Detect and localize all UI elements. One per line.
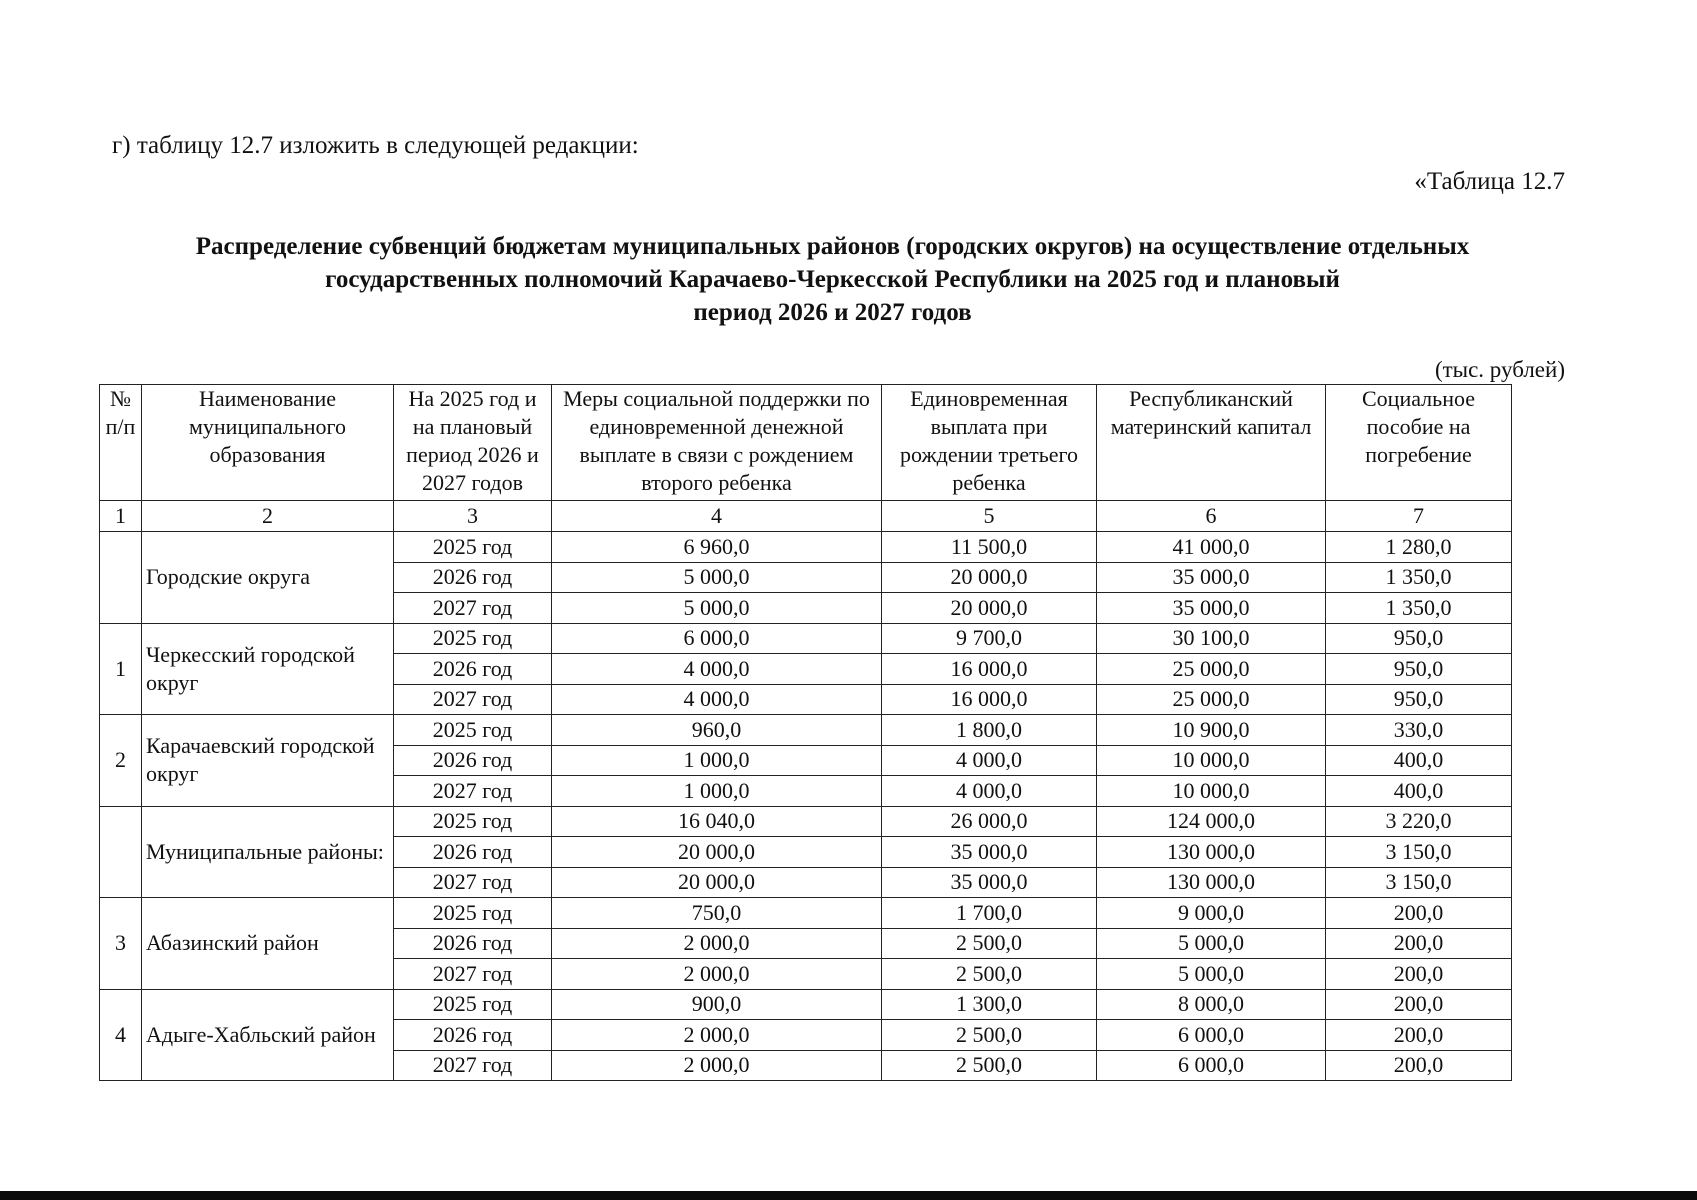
value-cell: 4 000,0 (552, 684, 882, 715)
value-cell: 6 000,0 (552, 623, 882, 654)
table-row (100, 715, 1512, 746)
value-cell: 2 000,0 (552, 928, 882, 959)
header-maternity-capital: Республиканский материнский капитал (1097, 385, 1326, 501)
value-cell: 960,0 (552, 715, 882, 746)
value-cell: 1 000,0 (552, 776, 882, 807)
value-cell: 16 000,0 (882, 654, 1097, 685)
year-cell: 2026 год (394, 1020, 552, 1051)
value-cell: 5 000,0 (552, 593, 882, 624)
value-cell: 3 150,0 (1326, 867, 1512, 898)
value-cell: 130 000,0 (1097, 837, 1326, 868)
value-cell: 1 000,0 (552, 745, 882, 776)
row-number: 1 (100, 623, 142, 715)
value-cell: 4 000,0 (882, 776, 1097, 807)
value-cell: 25 000,0 (1097, 684, 1326, 715)
table-row (100, 532, 1512, 563)
value-cell: 130 000,0 (1097, 867, 1326, 898)
value-cell: 2 500,0 (882, 928, 1097, 959)
table-row (100, 989, 1512, 1020)
value-cell: 10 900,0 (1097, 715, 1326, 746)
value-cell: 35 000,0 (1097, 562, 1326, 593)
value-cell: 2 500,0 (882, 1050, 1097, 1081)
value-cell: 16 040,0 (552, 806, 882, 837)
row-number (100, 806, 142, 898)
column-number: 6 (1097, 501, 1326, 532)
value-cell: 1 350,0 (1326, 593, 1512, 624)
year-cell: 2025 год (394, 532, 552, 563)
year-cell: 2026 год (394, 837, 552, 868)
value-cell: 2 500,0 (882, 959, 1097, 990)
row-number: 4 (100, 989, 142, 1081)
municipality-name: Черкесский городской округ (142, 623, 394, 715)
value-cell: 1 280,0 (1326, 532, 1512, 563)
column-number: 1 (100, 501, 142, 532)
table-body (100, 532, 1512, 1081)
column-number: 4 (552, 501, 882, 532)
value-cell: 5 000,0 (1097, 959, 1326, 990)
value-cell: 3 150,0 (1326, 837, 1512, 868)
year-cell: 2027 год (394, 684, 552, 715)
header-second-child: Меры социальной поддержки по единовременной денежной выплате в связи с рождением второго ребенка (552, 385, 882, 501)
value-cell: 900,0 (552, 989, 882, 1020)
municipality-name: Абазинский район (142, 898, 394, 990)
value-cell: 6 000,0 (1097, 1050, 1326, 1081)
value-cell: 200,0 (1326, 898, 1512, 929)
year-cell: 2027 год (394, 959, 552, 990)
document-title (100, 230, 1565, 329)
header-period: На 2025 год и на плановый период 2026 и 2027 годов (394, 385, 552, 501)
value-cell: 11 500,0 (882, 532, 1097, 563)
value-cell: 3 220,0 (1326, 806, 1512, 837)
value-cell: 2 000,0 (552, 959, 882, 990)
municipality-name: Муниципальные районы: (142, 806, 394, 898)
value-cell: 200,0 (1326, 959, 1512, 990)
subvention-table (99, 384, 1512, 1081)
value-cell: 1 700,0 (882, 898, 1097, 929)
header-num: № п/п (100, 385, 142, 501)
value-cell: 6 960,0 (552, 532, 882, 563)
value-cell: 20 000,0 (882, 562, 1097, 593)
value-cell: 10 000,0 (1097, 745, 1326, 776)
year-cell: 2027 год (394, 593, 552, 624)
value-cell: 330,0 (1326, 715, 1512, 746)
value-cell: 10 000,0 (1097, 776, 1326, 807)
value-cell: 16 000,0 (882, 684, 1097, 715)
value-cell: 30 100,0 (1097, 623, 1326, 654)
table-row (100, 623, 1512, 654)
title-line: Распределение субвенций бюджетам муниципальных районов (городских округов) на осуществление отдельных (195, 233, 1470, 260)
value-cell: 26 000,0 (882, 806, 1097, 837)
value-cell: 5 000,0 (552, 562, 882, 593)
header-name: Наименование муниципального образования (142, 385, 394, 501)
row-number (100, 532, 142, 624)
column-number: 5 (882, 501, 1097, 532)
value-cell: 950,0 (1326, 654, 1512, 685)
year-cell: 2025 год (394, 715, 552, 746)
year-cell: 2027 год (394, 776, 552, 807)
scan-edge (0, 1191, 1697, 1200)
year-cell: 2026 год (394, 562, 552, 593)
row-number: 2 (100, 715, 142, 807)
value-cell: 124 000,0 (1097, 806, 1326, 837)
value-cell: 35 000,0 (882, 867, 1097, 898)
value-cell: 1 800,0 (882, 715, 1097, 746)
row-number: 3 (100, 898, 142, 990)
value-cell: 20 000,0 (552, 837, 882, 868)
value-cell: 1 300,0 (882, 989, 1097, 1020)
value-cell: 9 000,0 (1097, 898, 1326, 929)
column-number: 2 (142, 501, 394, 532)
column-number: 3 (394, 501, 552, 532)
year-cell: 2025 год (394, 898, 552, 929)
value-cell: 35 000,0 (882, 837, 1097, 868)
value-cell: 5 000,0 (1097, 928, 1326, 959)
value-cell: 9 700,0 (882, 623, 1097, 654)
title-line: период 2026 и 2027 годов (693, 299, 972, 326)
year-cell: 2025 год (394, 623, 552, 654)
value-cell: 950,0 (1326, 623, 1512, 654)
year-cell: 2026 год (394, 654, 552, 685)
value-cell: 400,0 (1326, 745, 1512, 776)
value-cell: 6 000,0 (1097, 1020, 1326, 1051)
municipality-name: Карачаевский городской округ (142, 715, 394, 807)
value-cell: 2 000,0 (552, 1020, 882, 1051)
value-cell: 200,0 (1326, 989, 1512, 1020)
year-cell: 2025 год (394, 806, 552, 837)
header-row (100, 385, 1512, 501)
column-number-row (100, 501, 1512, 532)
year-cell: 2027 год (394, 1050, 552, 1081)
table-row (100, 806, 1512, 837)
value-cell: 35 000,0 (1097, 593, 1326, 624)
year-cell: 2027 год (394, 867, 552, 898)
table-label: «Таблица 12.7 (1414, 168, 1565, 195)
municipality-name: Городские округа (142, 532, 394, 624)
value-cell: 400,0 (1326, 776, 1512, 807)
value-cell: 750,0 (552, 898, 882, 929)
value-cell: 950,0 (1326, 684, 1512, 715)
intro-text: г) таблицу 12.7 изложить в следующей редакции: (112, 132, 639, 159)
value-cell: 2 000,0 (552, 1050, 882, 1081)
header-burial-allowance: Социальное пособие на погребение (1326, 385, 1512, 501)
year-cell: 2025 год (394, 989, 552, 1020)
value-cell: 200,0 (1326, 928, 1512, 959)
value-cell: 4 000,0 (552, 654, 882, 685)
value-cell: 41 000,0 (1097, 532, 1326, 563)
value-cell: 200,0 (1326, 1050, 1512, 1081)
table-row (100, 898, 1512, 929)
value-cell: 20 000,0 (882, 593, 1097, 624)
year-cell: 2026 год (394, 928, 552, 959)
year-cell: 2026 год (394, 745, 552, 776)
value-cell: 200,0 (1326, 1020, 1512, 1051)
header-third-child: Единовременная выплата при рождении третьего ребенка (882, 385, 1097, 501)
value-cell: 2 500,0 (882, 1020, 1097, 1051)
value-cell: 20 000,0 (552, 867, 882, 898)
units-label: (тыс. рублей) (1434, 357, 1565, 382)
title-line: государственных полномочий Карачаево-Черкесской Республики на 2025 год и плановый (325, 266, 1340, 293)
value-cell: 8 000,0 (1097, 989, 1326, 1020)
value-cell: 25 000,0 (1097, 654, 1326, 685)
value-cell: 1 350,0 (1326, 562, 1512, 593)
column-number: 7 (1326, 501, 1512, 532)
municipality-name: Адыге-Хабльский район (142, 989, 394, 1081)
value-cell: 4 000,0 (882, 745, 1097, 776)
